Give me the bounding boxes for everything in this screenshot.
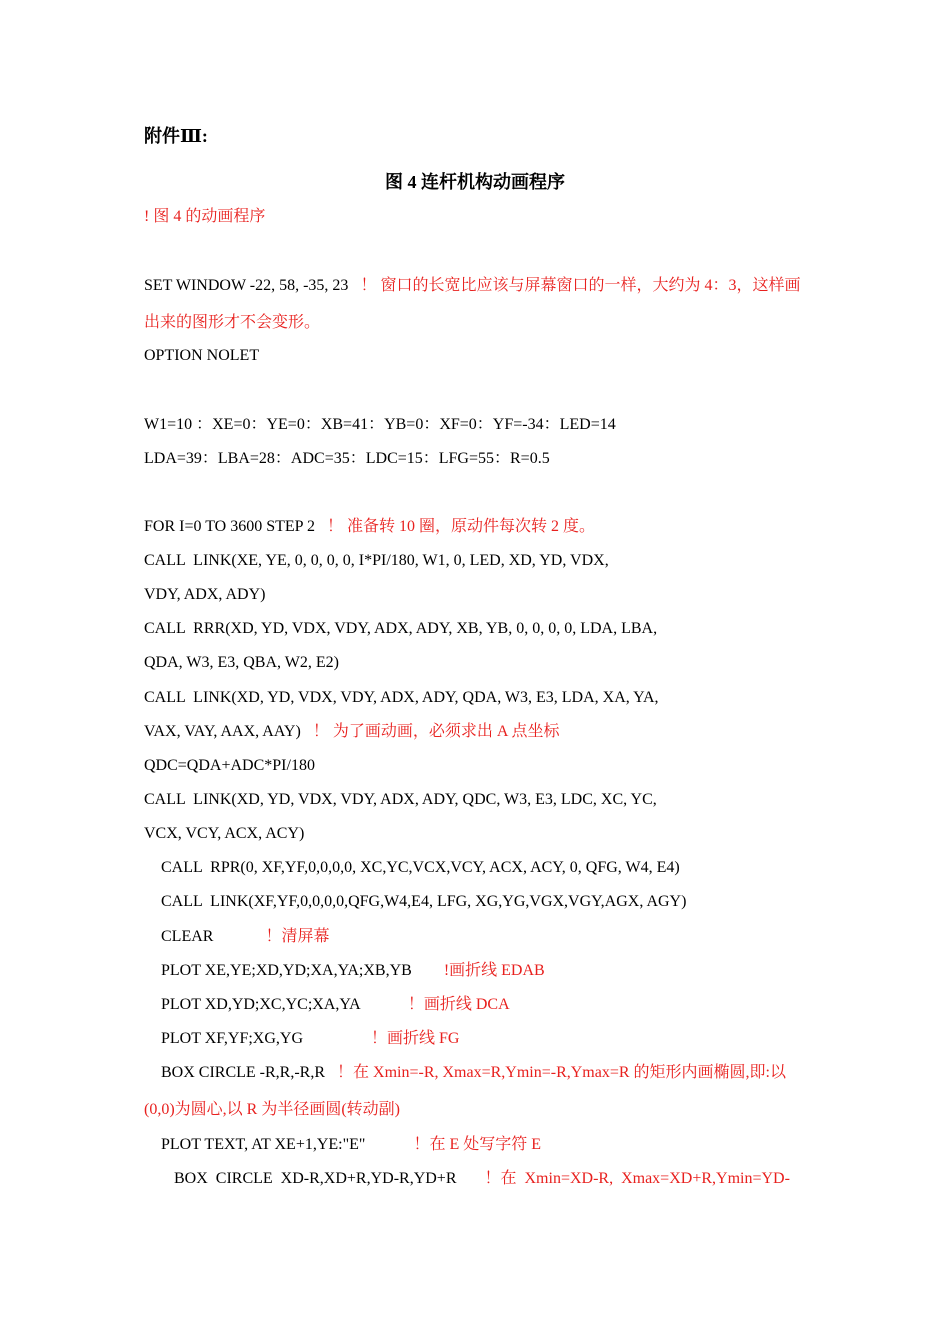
program-line [144,207,808,227]
code-comment: ！清屏幕 [265,928,330,945]
program-line: VDY, ADX, ADY) [144,586,266,603]
program-line: CALL LINK(XD, YD, VDX, VDY, ADX, ADY, QDC, W3, E3, LDC, XC, YC, [144,791,657,808]
program-line: QDC=QDA+ADC*PI/180 [144,757,315,774]
program-line: CLEAR ！清屏幕 [161,928,330,945]
program-line: BOX CIRCLE -R,R,-R,R ！在 Xmin=-R, Xmax=R,Ymin=-R,Ymax=R 的矩形内画椭圆,即:以 [161,1064,786,1081]
program-line [144,1100,808,1120]
code-comment: ！ 窗口的长宽比应该与屏幕窗口的一样，大约为 4：3，这样画 [360,277,801,294]
code-comment: 出来的图形才不会变形。 [144,314,321,331]
code-comment: !画折线 EDAB [443,962,545,979]
program-line: VAX, VAY, AAX, AAY) ！ 为了画动画，必须求出 A 点坐标 [144,723,560,740]
code-comment: ！ 准备转 10 圈，原动件每次转 2 度。 [326,518,595,535]
program-line: VCX, VCY, ACX, ACY) [144,825,305,842]
program-line: OPTION NOLET [144,347,260,364]
program-line [144,313,808,333]
code-comment: ！在 Xmin=XD-R, Xmax=XD+R,Ymin=YD- [484,1170,790,1187]
code-comment: ！在 Xmin=-R, Xmax=R,Ymin=-R,Ymax=R 的矩形内画椭圆,即:以 [337,1064,786,1081]
appendix-label: 附件Ⅲ: [144,126,208,146]
program-line: FOR I=0 TO 3600 STEP 2 ！ 准备转 10 圈，原动件每次转 2 度。 [144,518,595,535]
code-comment: ! 图 4 的动画程序 [144,208,266,225]
program-line: PLOT XD,YD;XC,YC;XA,YA ！画折线 DCA [161,996,510,1013]
program-line: BOX CIRCLE XD-R,XD+R,YD-R,YD+R ！在 Xmin=XD-R, Xmax=XD+R,Ymin=YD- [174,1170,790,1187]
code-comment: ！画折线 FG [371,1030,460,1047]
program-line: PLOT XE,YE;XD,YD;XA,YA;XB,YB !画折线 EDAB [161,962,545,979]
program-line: CALL RPR(0, XF,YF,0,0,0,0, XC,YC,VCX,VCY, ACX, ACY, 0, QFG, W4, E4) [161,859,680,876]
code-comment: ！ 为了画动画，必须求出 A 点坐标 [312,723,560,740]
code-comment: (0,0)为圆心,以 R 为半径画圆(转动副) [144,1101,400,1118]
program-line: SET WINDOW -22, 58, -35, 23 ！ 窗口的长宽比应该与屏幕窗口的一样，大约为 4：3，这样画 [144,277,801,294]
code-comment: ！在 E 处写字符 E [413,1136,542,1153]
program-line: PLOT TEXT, AT XE+1,YE:"E" ！在 E 处写字符 E [161,1136,542,1153]
program-line: CALL LINK(XE, YE, 0, 0, 0, 0, I*PI/180, W1, 0, LED, XD, YD, VDX, [144,552,609,569]
code-comment: ！画折线 DCA [407,996,510,1013]
program-line: PLOT XF,YF;XG,YG ！画折线 FG [161,1030,460,1047]
program-line: CALL RRR(XD, YD, VDX, VDY, ADX, ADY, XB, YB, 0, 0, 0, 0, LDA, LBA, [144,620,658,637]
program-line: CALL LINK(XF,YF,0,0,0,0,QFG,W4,E4, LFG, XG,YG,VGX,VGY,AGX, AGY) [161,893,687,910]
document-title: 图 4 连杆机构动画程序 [385,172,565,192]
program-line: W1=10 ：XE=0：YE=0：XB=41：YB=0：XF=0：YF=-34：LED=14 [144,416,616,433]
program-line: QDA, W3, E3, QBA, W2, E2) [144,654,339,671]
program-line: LDA=39：LBA=28：ADC=35：LDC=15：LFG=55：R=0.5 [144,450,550,467]
program-line: CALL LINK(XD, YD, VDX, VDY, ADX, ADY, QDA, W3, E3, LDA, XA, YA, [144,689,659,706]
